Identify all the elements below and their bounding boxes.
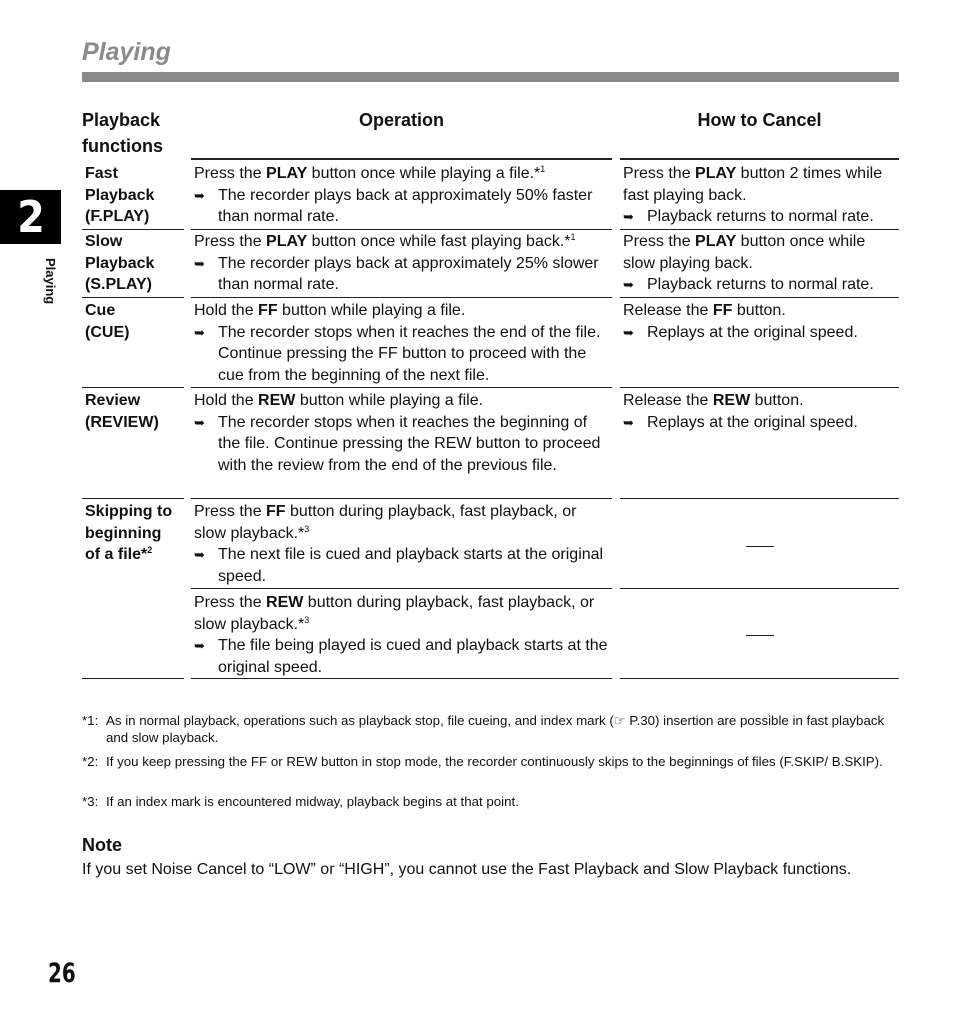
function-skipping: Skipping to beginning of a file*$^2$ (85, 503, 173, 564)
cancel-not-applicable-dash (746, 635, 774, 636)
footnote-1: *1: As in normal playback, operations such as playback stop, file cueing, and index mark (☞ P.30) insertion are possible in fast playback and slow playback. (82, 713, 885, 745)
operation-cue: Hold the FF button while playing a file. ➥ The recorder stops when it reaches the end of the file. Continue pressing the FF button to proceed with the cue from the beginning of the next file. (194, 302, 601, 384)
footnote-2: *2: If you keep pressing the FF or REW button in stop mode, the recorder continuously skips to the beginnings of files (F.SKIP/ B.SKIP). (82, 754, 883, 769)
cancel-review: Release the REW button. ➥ Replays at the original speed. (623, 390, 899, 433)
note-text: If you set Noise Cancel to “LOW” or “HIGH”, you cannot use the Fast Playback and Slow Playback functions. (82, 861, 852, 878)
result-arrow-icon: ➥ (194, 324, 205, 340)
title-rule (82, 72, 899, 82)
row-divider (82, 229, 184, 230)
result-arrow-icon: ➥ (194, 255, 205, 271)
row-divider (191, 498, 612, 499)
result-arrow-icon: ➥ (623, 324, 634, 340)
header-rule-cancel (620, 158, 899, 160)
chapter-tab-label: Playing (43, 258, 58, 305)
result-arrow-icon: ➥ (623, 209, 634, 225)
row-divider (82, 498, 184, 499)
cancel-cue: Release the FF button. ➥ Replays at the original speed. (623, 300, 899, 343)
cancel-not-applicable-dash (746, 546, 774, 547)
column-header-cancel: How to Cancel (697, 110, 822, 130)
function-fast-playback: Fast Playback (F.PLAY) (85, 165, 155, 226)
result-arrow-icon: ➥ (194, 414, 205, 430)
operation-slow-playback: Press the PLAY button once while fast playing back.*$^1$ ➥ The recorder plays back at approximately 25% slower than normal rate. (194, 232, 599, 294)
row-divider (620, 297, 899, 298)
row-divider (620, 229, 899, 230)
result-arrow-icon: ➥ (194, 187, 205, 203)
chapter-tab: 2 (0, 190, 61, 244)
row-divider (82, 387, 184, 388)
page-number: 26 (48, 958, 76, 989)
function-slow-playback: Slow Playback (S.PLAY) (85, 233, 155, 294)
table-bottom-rule (82, 678, 184, 679)
row-divider (191, 387, 612, 388)
header-rule-operation (191, 158, 612, 160)
cancel-slow-playback: Press the PLAY button once while slow playing back. ➥ Playback returns to normal rate. (623, 231, 899, 296)
column-header-function: Playback functions (82, 110, 163, 156)
row-divider (191, 297, 612, 298)
footnote-3: *3: If an index mark is encountered midway, playback begins at that point. (82, 794, 519, 809)
operation-review: Hold the REW button while playing a file. ➥ The recorder stops when it reaches the beginning of the file. Continue pressing the REW button to proceed with the review from the end of the previous file. (194, 392, 601, 474)
operation-skip-ff: Press the FF button during playback, fast playback, or slow playback.*$^3$ ➥ The next file is cued and playback starts at the original speed. (194, 503, 604, 585)
row-divider (191, 588, 612, 589)
operation-skip-rew: Press the REW button during playback, fast playback, or slow playback.*$^3$ ➥ The file being played is cued and playback starts at the original speed. (194, 594, 608, 676)
result-arrow-icon: ➥ (623, 277, 634, 293)
operation-fast-playback: Press the PLAY button once while playing a file.*$^1$ ➥ The recorder plays back at approximately 50% faster than normal rate. (194, 164, 593, 226)
row-divider (191, 229, 612, 230)
result-arrow-icon: ➥ (623, 414, 634, 430)
function-review: Review (REVIEW) (85, 392, 159, 431)
cancel-fast-playback: Press the PLAY button 2 times while fast playing back. ➥ Playback returns to normal rate. (623, 163, 899, 228)
row-divider (620, 387, 899, 388)
function-cue: Cue (CUE) (85, 302, 130, 341)
section-title: Playing (82, 38, 171, 66)
table-bottom-rule (620, 678, 899, 679)
row-divider (620, 498, 899, 499)
row-divider (82, 297, 184, 298)
result-arrow-icon: ➥ (194, 638, 205, 654)
row-divider (620, 588, 899, 589)
note-title: Note (82, 835, 122, 855)
result-arrow-icon: ➥ (194, 547, 205, 563)
column-header-operation: Operation (358, 110, 444, 130)
